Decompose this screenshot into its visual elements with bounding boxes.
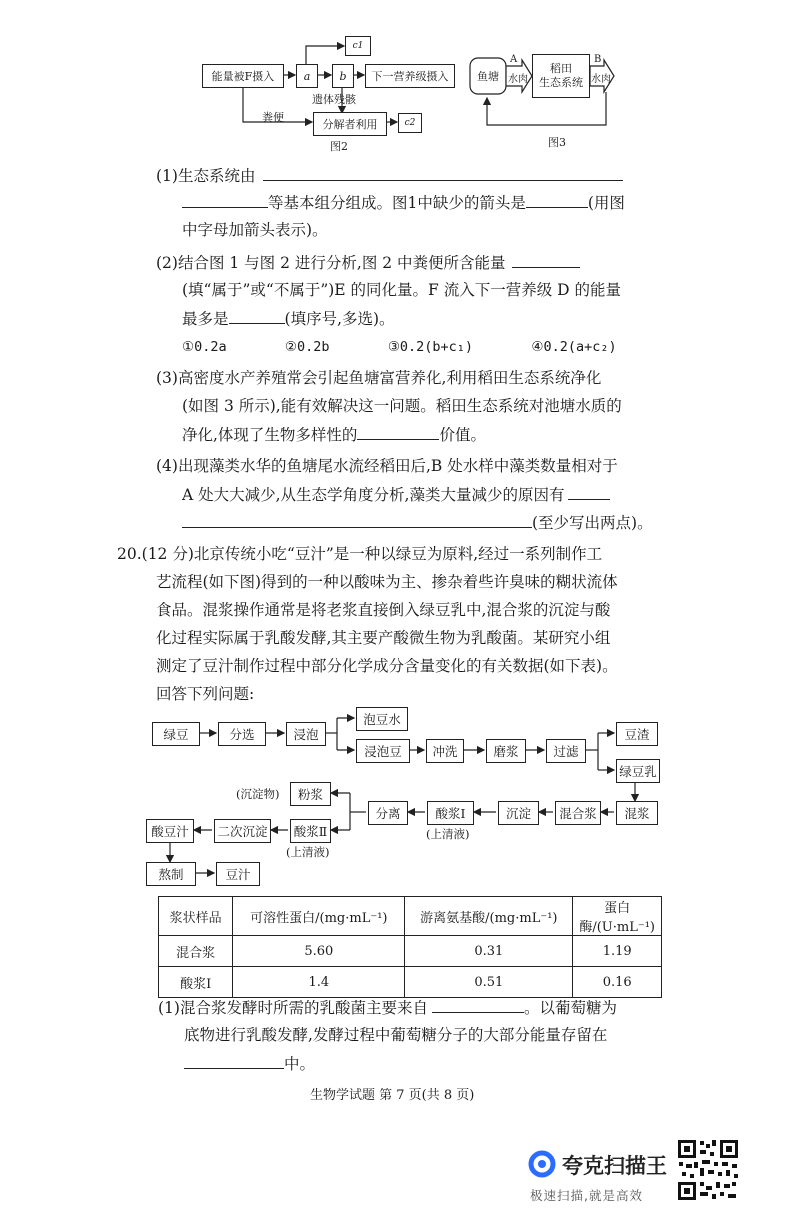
scanner-logo-icon [528, 1150, 556, 1178]
q20-q1-line3 [184, 1052, 315, 1075]
flow-supernatant-2: (上清液) [286, 845, 330, 859]
fig2-c1-box: c1 [345, 36, 371, 56]
flow-mixed-slurry: 混合浆 [555, 801, 601, 825]
fig3-a-letter: A [510, 54, 518, 65]
table-header-cell: 浆状样品 [159, 897, 233, 936]
table-cell: 0.31 [405, 936, 573, 967]
q19-option-2: ②0.2b [284, 339, 330, 355]
q20-line1: 20.(12 分)北京传统小吃“豆汁”是一种以绿豆为原料,经过一系列制作工 [117, 545, 603, 563]
table-cell: 1.4 [233, 967, 405, 998]
flow-sort: 分选 [218, 722, 266, 746]
table-cell: 1.19 [573, 936, 662, 967]
fig2-a-box: a [296, 64, 318, 88]
flow-mung-milk: 绿豆乳 [616, 759, 660, 783]
q20-q1-text-d: 中。 [284, 1055, 316, 1073]
q19-option-3: ③0.2(b+c₁) [387, 339, 474, 355]
flow-douzhi: 豆汁 [216, 862, 260, 886]
q19-p2-text-c: 最多是 [182, 310, 229, 328]
fig2-decomposer-box: 分解者利用 [313, 112, 387, 136]
q20-q1-text-a: (1)混合浆发酵时所需的乳酸菌主要来自 [158, 999, 428, 1017]
table-header-row [159, 897, 662, 936]
q19-part4-line1: (4)出现藻类水华的鱼塘尾水流经稻田后,B 处水样中藻类数量相对于 [156, 457, 618, 475]
q20-q1-blank1[interactable] [432, 996, 524, 1013]
table-header-cell: 蛋白酶/(U·mL⁻¹) [573, 897, 662, 936]
q20-q1-line2: 底物进行乳酸发酵,发酵过程中葡萄糖分子的大部分能量存留在 [184, 1026, 608, 1044]
page-footer: 生物学试题 第 7 页(共 8 页) [310, 1088, 475, 1103]
fig2-c2-box: c2 [398, 113, 422, 133]
q19-option-4: ④0.2(a+c₂) [531, 339, 617, 355]
fig2-next-level-box: 下一营养级摄入 [365, 64, 455, 88]
q20-line3: 食品。混浆操作通常是将老浆直接倒入绿豆乳中,混合浆的沉淀与酸 [156, 601, 611, 619]
table-header-cell: 游离氨基酸/(mg·mL⁻¹) [405, 897, 573, 936]
q19-p2-text-d: (填序号,多选)。 [284, 310, 395, 328]
flow-filter: 过滤 [546, 739, 586, 763]
table-row [159, 967, 662, 998]
flow-separate: 分离 [368, 801, 408, 825]
flow-residue: 豆渣 [616, 722, 658, 746]
q19-p4-text-b: A 处大大减少,从生态学角度分析,藻类大量减少的原因有 [182, 486, 565, 504]
q19-option-1: ①0.2a [182, 339, 227, 355]
flow-settle: 沉淀 [498, 801, 539, 825]
q19-part2-line2: (填“属于”或“不属于”)E 的同化量。F 流入下一营养级 D 的能量 [182, 281, 621, 299]
flow-sediment-label: (沉淀物) [236, 787, 280, 801]
flow-sour-slurry-1: 酸浆Ⅰ [427, 801, 474, 825]
q19-p1-text-a: (1)生态系统由 [156, 167, 256, 185]
fig3-a-text: 水肉 [508, 74, 528, 85]
flow-soaked-bean: 浸泡豆 [356, 739, 410, 763]
fig2-remains-label: 遗体残骸 [312, 93, 356, 106]
q19-p1-text-c: (用图 [587, 194, 625, 212]
table-row [159, 936, 662, 967]
flow-starch-slurry: 粉浆 [290, 782, 331, 806]
scanner-brand-slogan: 极速扫描,就是高效 [530, 1188, 643, 1203]
qr-code-icon [676, 1138, 740, 1202]
table-header-cell: 可溶性蛋白/(mg·mL⁻¹) [233, 897, 405, 936]
fig2-feces-label: 粪便 [262, 111, 284, 124]
q20-line2: 艺流程(如下图)得到的一种以酸味为主、掺杂着些许臭味的糊状流体 [156, 573, 618, 591]
flow-soak-water: 泡豆水 [356, 707, 408, 731]
flow-boil: 熬制 [146, 862, 196, 886]
q20-line5: 测定了豆汁制作过程中部分化学成分含量变化的有关数据(如下表)。 [156, 657, 618, 675]
table-cell: 酸浆Ⅰ [159, 967, 233, 998]
q19-p2-text-a: (2)结合图 1 与图 2 进行分析,图 2 中粪便所含能量 [156, 254, 506, 272]
q19-p4-text-c: (至少写出两点)。 [532, 514, 653, 532]
flow-sour-juice: 酸豆汁 [146, 819, 194, 843]
q20-q1-line1 [158, 996, 617, 1019]
flow-rinse: 冲洗 [426, 739, 464, 763]
flow-second-settle: 二次沉淀 [214, 819, 271, 843]
flow-mung-bean: 绿豆 [152, 722, 200, 746]
flow-supernatant-1: (上清液) [426, 827, 470, 841]
table-cell: 混合浆 [159, 936, 233, 967]
q19-part1-line3: 中字母加箭头表示)。 [182, 221, 328, 239]
q19-p3-text-c: 净化,体现了生物多样性的 [182, 426, 358, 444]
q20-line6: 回答下列问题: [156, 685, 255, 703]
fig3-field-line2: 生态系统 [539, 76, 583, 89]
scanner-brand-name: 夸克扫描王 [562, 1154, 667, 1178]
fig3-field-line1: 稻田 [550, 62, 572, 75]
table-cell: 5.60 [233, 936, 405, 967]
q20-line4: 化过程实际属于乳酸发酵,其主要产酸微生物为乳酸菌。某研究小组 [156, 629, 611, 647]
table-cell: 0.16 [573, 967, 662, 998]
q20-q1-text-b: 。以葡萄糖为 [523, 999, 617, 1017]
flow-sour-slurry-2: 酸浆Ⅱ [290, 819, 331, 843]
fig3-caption: 图3 [548, 136, 566, 149]
fig2-caption: 图2 [330, 140, 348, 153]
q19-part3-line1: (3)高密度水产养殖常会引起鱼塘富营养化,利用稻田生态系统净化 [156, 369, 602, 387]
fig2-b-box: b [332, 64, 354, 88]
q19-part3-line2: (如图 3 所示),能有效解决这一问题。稻田生态系统对池塘水质的 [182, 397, 622, 415]
q19-p1-text-b: 等基本组分组成。图1中缺少的箭头是 [268, 194, 526, 212]
q20-q1-blank2[interactable] [184, 1052, 284, 1069]
fig3-b-text: 水肉 [591, 74, 611, 85]
q19-p3-text-d: 价值。 [439, 426, 486, 444]
flow-soak: 浸泡 [286, 722, 326, 746]
flow-grind: 磨浆 [486, 739, 526, 763]
fig3-b-letter: B [594, 54, 602, 65]
fig3-pond-label: 鱼塘 [477, 70, 499, 83]
fig2-energy-box: 能量被F摄入 [202, 64, 284, 88]
table-cell: 0.51 [405, 967, 573, 998]
flow-mix: 混浆 [616, 801, 658, 825]
composition-table [158, 896, 662, 998]
